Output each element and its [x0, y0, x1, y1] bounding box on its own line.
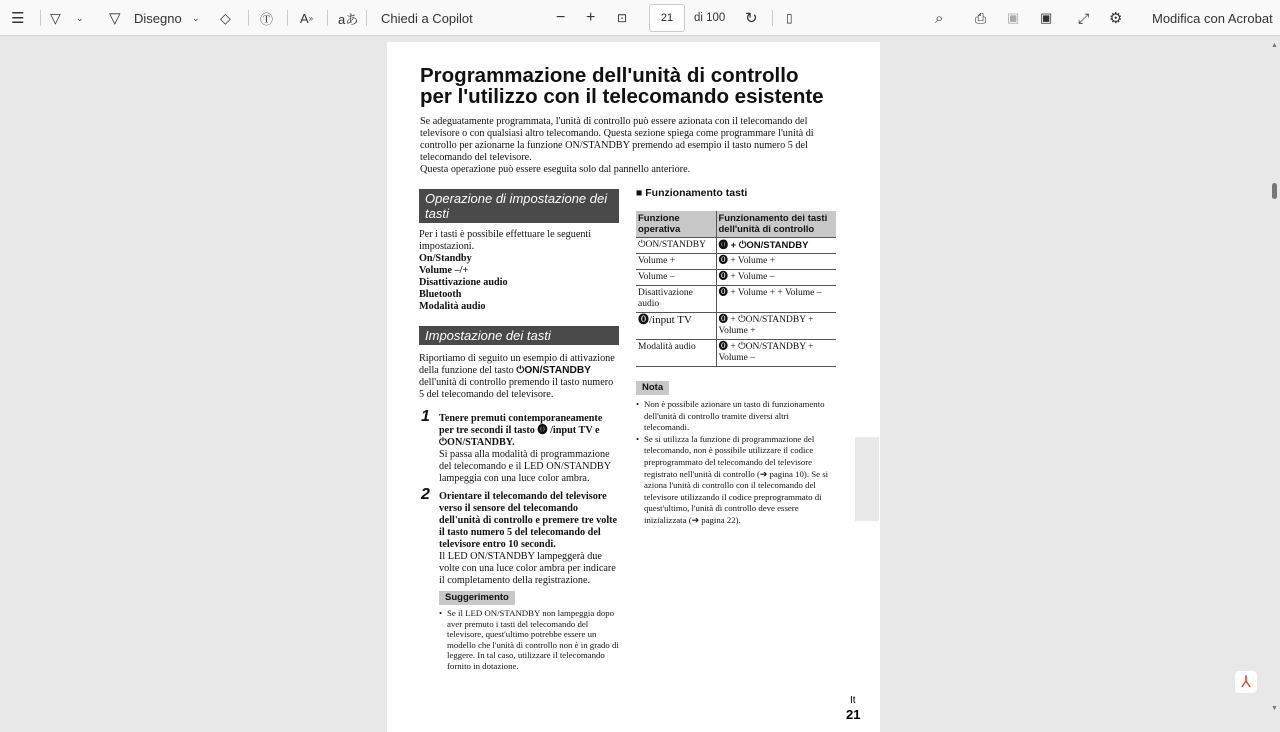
table-header: Funzionamento dei tasti dell'unità di controllo — [716, 211, 836, 238]
contents-icon[interactable]: ☰ — [11, 10, 25, 27]
print-icon[interactable]: ⎙ — [975, 9, 987, 26]
table-header: Funzione operativa — [636, 211, 716, 238]
table-row — [636, 238, 836, 254]
step-number: 2 — [421, 486, 430, 503]
page-navigation-overlay[interactable] — [855, 437, 879, 521]
key-function-table — [636, 211, 836, 367]
section-text: Riportiamo di seguito un esempio di attivazione della funzione del tasto — [419, 353, 615, 376]
divider — [40, 10, 41, 26]
save-as-icon[interactable]: ▣ — [1040, 10, 1053, 25]
search-icon[interactable]: ⌕ — [935, 9, 944, 27]
cell: ⓿ + Volume + + Volume – — [716, 286, 836, 313]
tip-item: • Se il LED ON/STANDBY non lampeggia dopo aver premuto i tasti del telecomando del televisore, quest'ultimo potrebbe essere un modello che l'unità di controllo non è in grado di leggere. In tal caso, utilizzare il telecomando fornito in dotazione. — [439, 608, 619, 672]
cell: Disattivazione audio — [636, 286, 716, 313]
title-line: Programmazione dell'unità di controllo — [420, 64, 799, 87]
cell: ⓿ + Volume + — [716, 254, 836, 270]
section-text: ⏻ON/STANDBY — [516, 365, 591, 376]
eraser-icon[interactable]: ◇ — [220, 9, 231, 26]
note-label: Nota — [636, 381, 669, 395]
table-row — [636, 286, 836, 313]
scrollbar-thumb[interactable] — [1272, 183, 1277, 199]
cell: ⏻ON/STANDBY — [636, 238, 716, 254]
intro-text: Se adeguatamente programmata, l'unità di controllo può essere azionata con il telecomando del televisore o con qualsiasi altro telecomando. Questa sezione spiega come programmare l'unità di controllo per azionarne la funzione ON/STANDBY premendo ad esempio il tasto numero 5 del telecomando del televisore. — [420, 116, 814, 163]
zoom-in-icon[interactable]: + — [586, 9, 596, 26]
translate-icon[interactable]: aあ — [338, 11, 359, 27]
copilot-button[interactable]: Chiedi a Copilot — [381, 10, 473, 26]
intro — [420, 116, 830, 176]
read-aloud-icon[interactable]: A » — [300, 10, 314, 26]
page-view-icon[interactable]: ▯ — [786, 11, 793, 25]
setting-item: On/Standby — [419, 253, 472, 264]
step-number: 1 — [421, 408, 430, 425]
fit-width-icon[interactable]: ⊡ — [617, 11, 628, 25]
setting-item: Disattivazione audio — [419, 277, 508, 288]
cell: ⓿/input TV — [636, 313, 716, 340]
gear-icon[interactable]: ⚙ — [1109, 10, 1123, 27]
section-text: Per i tasti è possibile effettuare le seguenti impostazioni. — [419, 229, 592, 252]
scroll-up-arrow[interactable]: ▲ — [1271, 42, 1278, 49]
zoom-out-icon[interactable]: − — [556, 9, 566, 26]
page-number: 21 — [846, 707, 861, 722]
chevron-down-icon[interactable]: ⌄ — [192, 12, 200, 23]
left-column — [419, 189, 619, 672]
draw-icon[interactable]: ▽ — [109, 10, 121, 27]
divider — [327, 10, 328, 26]
setting-item: Bluetooth — [419, 289, 462, 300]
cell: ⓿ + ⏻ON/STANDBY — [716, 238, 836, 254]
note-item: • Non è possibile azionare un tasto di funzionamento dell'unità di controllo tramite diversi altri telecomandi. — [636, 399, 836, 434]
scroll-down-arrow[interactable]: ▼ — [1271, 705, 1278, 712]
fullscreen-icon[interactable]: ⤢ — [1078, 9, 1090, 26]
intro-text: Questa operazione può essere eseguita solo dal pannello anteriore. — [420, 164, 691, 175]
section-text: dell'unità di controllo premendo il tasto numero 5 del telecomando del televisore. — [419, 377, 614, 400]
text-box-icon[interactable]: Ⓣ — [260, 11, 274, 27]
page-total: di 100 — [694, 12, 726, 24]
table-title: ■ Funzionamento tasti — [636, 187, 748, 199]
right-column — [636, 187, 836, 527]
divider — [287, 10, 288, 26]
table-row — [636, 313, 836, 340]
step-instruction: Tenere premuti contemporaneamente per tre secondi il tasto ⓿ /input TV e ⏻ON/STANDBY. — [439, 413, 603, 448]
table-row — [636, 270, 836, 286]
page-title — [420, 65, 860, 107]
setting-item: Volume –/+ — [419, 265, 469, 276]
section-heading: Impostazione dei tasti — [419, 326, 619, 345]
edit-with-acrobat-button[interactable]: Modifica con Acrobat — [1152, 10, 1273, 26]
page-number-input[interactable]: 21 — [649, 4, 685, 32]
draw-button[interactable]: Disegno — [134, 10, 182, 26]
divider — [366, 10, 367, 26]
toolbar — [0, 0, 1280, 36]
cell: Volume – — [636, 270, 716, 286]
setting-item: Modalità audio — [419, 301, 486, 312]
title-line: per l'utilizzo con il telecomando esistente — [420, 85, 824, 108]
tip-label: Suggerimento — [439, 591, 515, 605]
step-text: Si passa alla modalità di programmazione del telecomando e il LED ON/STANDBY lampeggia con una luce color ambra. — [439, 449, 611, 484]
cell: ⓿ + ⏻ON/STANDBY + Volume + — [716, 313, 836, 340]
language-code: It — [850, 695, 856, 706]
divider — [772, 10, 773, 26]
divider — [248, 10, 249, 26]
table-row — [636, 254, 836, 270]
note-item: • Se si utilizza la funzione di programmazione del telecomando, non è possibile utilizzare il codice preprogrammato del telecomando del televisore registrato nell'unità di controllo (➔ pagina 10). Se si aziona l'unità di controllo con il telecomando del televisore utilizzando il codice preprogrammato di quest'ultimo, l'unità di controllo deve essere inizializzata (➔ pagina 22). — [636, 434, 836, 527]
save-icon[interactable]: ▣ — [1007, 10, 1020, 25]
step — [419, 408, 619, 485]
cell: Modalità audio — [636, 340, 716, 367]
step-text: Il LED ON/STANDBY lampeggerà due volte con una luce color ambra per indicare il completamento della registrazione. — [439, 551, 616, 586]
cell: Volume + — [636, 254, 716, 270]
highlight-icon[interactable]: ▽ — [50, 9, 61, 26]
acrobat-icon[interactable]: ⅄ — [1235, 671, 1257, 693]
chevron-down-icon[interactable]: ⌄ — [76, 12, 84, 23]
cell: ⓿ + ⏻ON/STANDBY + Volume – — [716, 340, 836, 367]
step — [419, 486, 619, 672]
step-instruction: Orientare il telecomando del televisore verso il sensore del telecomando dell'unità di controllo e premere tre volte il tasto numero 5 del telecomando del televisore entro 10 secondi. — [439, 491, 618, 550]
section-heading: Operazione di impostazione dei tasti — [419, 189, 619, 223]
table-row — [636, 340, 836, 367]
cell: ⓿ + Volume – — [716, 270, 836, 286]
rotate-icon[interactable]: ↻ — [745, 10, 758, 27]
